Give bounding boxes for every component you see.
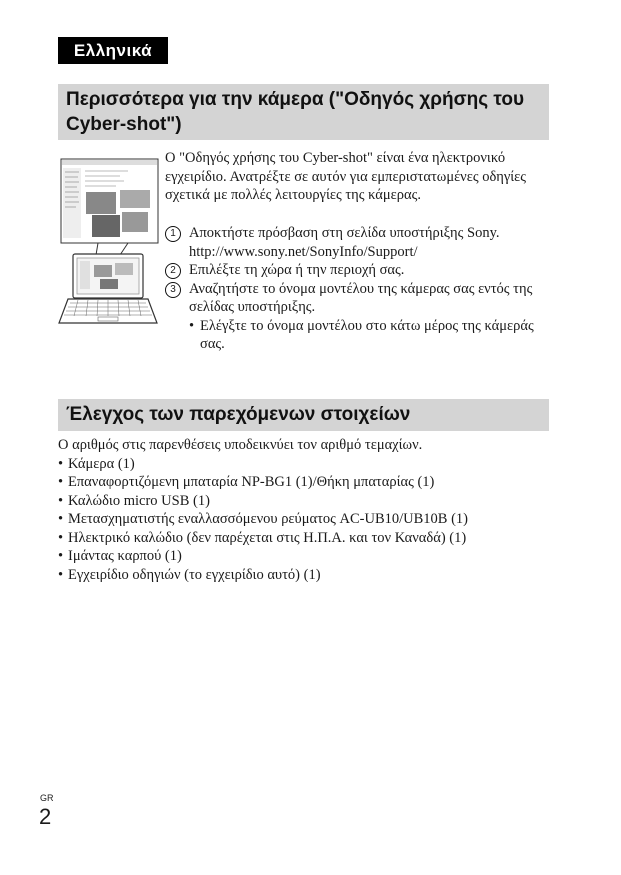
bullet-mark: • — [58, 474, 64, 490]
bullet-mark: • — [58, 529, 64, 546]
supplied-item-text: Μετασχηματιστής εναλλασσόμενου ρεύματος AC-UB10/UB10B (1) — [68, 511, 468, 527]
supplied-item — [58, 473, 558, 492]
supplied-item-text: Ηλεκτρικό καλώδιο (δεν παρέχεται στις Η.Π.Α. και τον Καναδά) (1) — [68, 529, 467, 546]
laptop-help-guide-illustration — [58, 157, 160, 327]
bullet-mark: • — [58, 511, 64, 527]
step-2 — [165, 261, 550, 280]
supplied-item — [58, 566, 558, 585]
bullet-mark: • — [58, 455, 64, 472]
step-number: 2 — [165, 263, 181, 279]
section-heading-more-info: Περισσότερα για την κάμερα ("Οδηγός χρήσης του Cyber-shot") — [58, 84, 549, 140]
step-3 — [165, 280, 550, 317]
step-text: Αποκτήστε πρόσβαση στη σελίδα υποστήριξης Sony. — [189, 225, 500, 241]
supplied-item — [58, 510, 558, 529]
step-number: 3 — [165, 282, 181, 298]
step-number: 1 — [165, 226, 181, 242]
supplied-item-text: Επαναφορτιζόμενη μπαταρία NP-BG1 (1)/Θήκη μπαταρίας (1) — [68, 474, 435, 490]
supplied-items-intro: Ο αριθμός στις παρενθέσεις υποδεικνύει τον αριθμό τεμαχίων. — [58, 437, 423, 453]
bullet-mark: • — [58, 566, 64, 583]
supplied-item — [58, 547, 558, 566]
step-1 — [165, 224, 550, 261]
supplied-item-text: Ιμάντας καρπού (1) — [68, 548, 182, 564]
supplied-item — [58, 529, 558, 548]
section-heading-supplied-items: Έλεγχος των παρεχόμενων στοιχείων — [58, 399, 549, 431]
supplied-item-text: Καλώδιο micro USB (1) — [68, 492, 210, 509]
supplied-items-block — [58, 436, 558, 584]
section1-steps — [165, 224, 550, 354]
bullet-mark: • — [58, 548, 64, 564]
language-code: GR — [40, 793, 54, 803]
language-badge: Ελληνικά — [58, 37, 168, 64]
step-text: Αναζητήστε το όνομα μοντέλου της κάμερας σας εντός της σελίδας υποστήριξης. — [189, 280, 533, 315]
supplied-items-list — [58, 455, 558, 585]
support-url[interactable]: http://www.sony.net/SonyInfo/Support/ — [189, 243, 418, 260]
supplied-item — [58, 492, 558, 511]
bullet-mark: • — [189, 317, 195, 334]
step-3-sub-bullet — [165, 317, 550, 354]
step-text: Επιλέξτε τη χώρα ή την περιοχή σας. — [189, 262, 405, 278]
supplied-item-text: Κάμερα (1) — [68, 455, 135, 472]
supplied-item-text: Εγχειρίδιο οδηγιών (το εγχειρίδιο αυτό) (1) — [68, 566, 321, 583]
section1-intro: Ο "Οδηγός χρήσης του Cyber-shot" είναι ένα ηλεκτρονικό εγχειρίδιο. Ανατρέξτε σε αυτόν για εμπεριστατωμένες οδηγίες σχετικά με πολλές λειτουργίες της κάμερας. — [165, 150, 526, 203]
page-number: 2 — [39, 804, 52, 829]
sub-bullet-text: Ελέγξτε το όνομα μοντέλου στο κάτω μέρος της κάμεράς σας. — [200, 317, 534, 352]
supplied-item — [58, 455, 558, 474]
bullet-mark: • — [58, 492, 64, 509]
